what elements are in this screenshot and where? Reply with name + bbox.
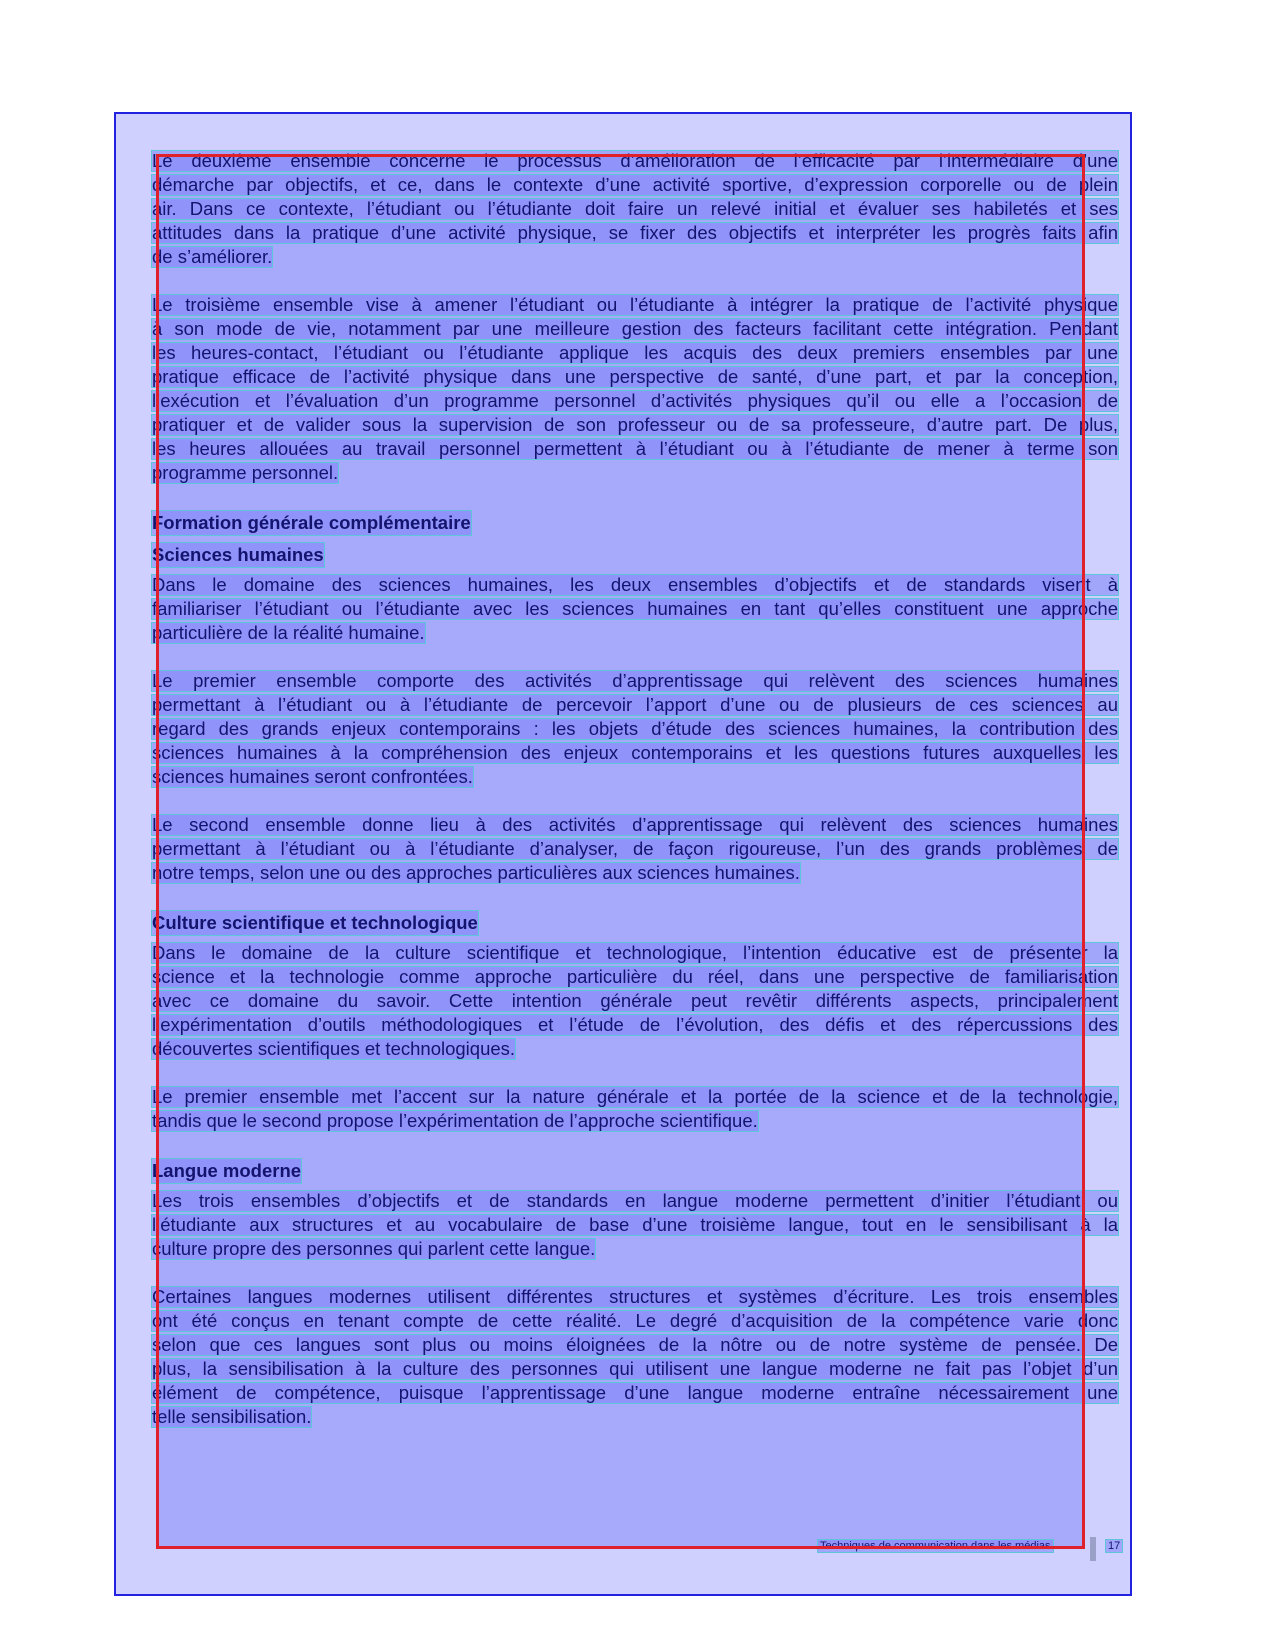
text-line xyxy=(151,838,1119,862)
text-line xyxy=(151,1358,1119,1382)
text-line xyxy=(151,966,1119,990)
heading-sciences-humaines xyxy=(151,542,1119,574)
text-line xyxy=(151,198,1119,222)
text-line xyxy=(151,438,1119,462)
page-footer xyxy=(818,1537,1121,1555)
line-text: Le premier ensemble met l’accent sur la nature générale et la portée de la science et de la technologie, xyxy=(152,1086,1118,1107)
line-text: science et la technologie comme approche particulière du réel, dans une perspective de familiarisation xyxy=(152,966,1118,987)
line-text: telle sensibilisation. xyxy=(152,1406,312,1427)
page-number: 17 xyxy=(1108,1540,1121,1552)
line-text: pratique efficace de l’activité physique dans une perspective de santé, d’une part, et par la conception, xyxy=(152,366,1118,387)
footer-title: Techniques de communication dans les médias xyxy=(820,1540,1051,1552)
document-body xyxy=(151,150,1119,1454)
paragraph xyxy=(151,814,1119,886)
text-line xyxy=(151,814,1119,838)
text-line xyxy=(151,174,1119,198)
text-line xyxy=(151,1214,1119,1238)
text-line xyxy=(151,1038,1119,1062)
line-text: familiariser l’étudiant ou l’étudiante avec les sciences humaines en tant qu’elles constituent une approche xyxy=(152,598,1118,619)
line-text: Le premier ensemble comporte des activités d’apprentissage qui relèvent des sciences humaines xyxy=(152,670,1118,691)
text-line xyxy=(151,294,1119,318)
line-text: l’étudiante aux structures et au vocabulaire de base d’une troisième langue, tout en le sensibilisant à la xyxy=(152,1214,1118,1235)
text-line xyxy=(151,1190,1119,1214)
line-text: pratiquer et de valider sous la supervision de son professeur ou de sa professeure, d’autre part. De plus, xyxy=(152,414,1118,435)
line-text: Les trois ensembles d’objectifs et de standards en langue moderne permettent d’initier l’étudiant ou xyxy=(152,1190,1118,1211)
text-line xyxy=(151,766,1119,790)
text-line xyxy=(151,366,1119,390)
heading-text: Formation générale complémentaire xyxy=(151,510,472,536)
text-line xyxy=(151,462,1119,486)
text-line xyxy=(151,1334,1119,1358)
text-line xyxy=(151,390,1119,414)
paragraph xyxy=(151,294,1119,486)
line-text: particulière de la réalité humaine. xyxy=(152,622,425,643)
line-text: élément de compétence, puisque l’apprentissage d’une langue moderne entraîne nécessairement une xyxy=(152,1382,1118,1403)
text-line xyxy=(151,1382,1119,1406)
heading-langue-moderne xyxy=(151,1158,1119,1190)
section-sciences-humaines xyxy=(151,574,1119,886)
line-text: ont été conçus en tenant compte de cette réalité. Le degré d’acquisition de la compétence varie donc xyxy=(152,1310,1118,1331)
line-text: les heures-contact, l’étudiant ou l’étudiante applique les acquis des deux premiers ensembles par une xyxy=(152,342,1118,363)
text-line xyxy=(151,574,1119,598)
heading-text: Langue moderne xyxy=(151,1158,302,1184)
text-line xyxy=(151,990,1119,1014)
line-text: culture propre des personnes qui parlent cette langue. xyxy=(152,1238,596,1259)
text-line xyxy=(151,1238,1119,1262)
line-text: Le second ensemble donne lieu à des activités d’apprentissage qui relèvent des sciences humaines xyxy=(152,814,1118,835)
line-text: les heures allouées au travail personnel permettent à l’étudiant ou à l’étudiante de mener à terme son xyxy=(152,438,1118,459)
line-text: avec ce domaine du savoir. Cette intention générale peut revêtir différents aspects, principalement xyxy=(152,990,1118,1011)
paragraph xyxy=(151,1086,1119,1134)
paragraph xyxy=(151,574,1119,646)
text-line xyxy=(151,414,1119,438)
text-line xyxy=(151,1110,1119,1134)
line-text: Le troisième ensemble vise à amener l’étudiant ou l’étudiante à intégrer la pratique de l’activité physique xyxy=(152,294,1118,315)
text-line xyxy=(151,246,1119,270)
line-text: permettant à l’étudiant ou à l’étudiante de percevoir l’apport d’une ou de plusieurs de ces sciences au xyxy=(152,694,1118,715)
paragraph xyxy=(151,942,1119,1062)
line-text: Dans le domaine de la culture scientifique et technologique, l’intention éducative est de présenter la xyxy=(152,942,1118,963)
text-line xyxy=(151,742,1119,766)
text-line xyxy=(151,342,1119,366)
line-text: Dans le domaine des sciences humaines, les deux ensembles d’objectifs et de standards visent à xyxy=(152,574,1118,595)
line-text: sciences humaines seront confrontées. xyxy=(152,766,473,787)
line-text: programme personnel. xyxy=(152,462,339,483)
line-text: air. Dans ce contexte, l’étudiant ou l’étudiante doit faire un relevé initial et évaluer ses habiletés et ses xyxy=(152,198,1118,219)
heading-text: Culture scientifique et technologique xyxy=(151,910,479,936)
line-text: notre temps, selon une ou des approches particulières aux sciences humaines. xyxy=(152,862,800,883)
line-text: selon que ces langues sont plus ou moins éloignées de la nôtre ou de notre système de pensée. De xyxy=(152,1334,1118,1355)
text-line xyxy=(151,622,1119,646)
section-physical-activity xyxy=(151,150,1119,486)
line-text: sciences humaines à la compréhension des enjeux contemporains et les questions futures auxquelles les xyxy=(152,742,1118,763)
line-text: l’exécution et l’évaluation d’un programme personnel d’activités physiques qu’il ou elle a l’occasion de xyxy=(152,390,1118,411)
heading-culture-scientifique xyxy=(151,910,1119,942)
text-line xyxy=(151,1286,1119,1310)
line-text: Certaines langues modernes utilisent différentes structures et systèmes d’écriture. Les trois ensembles xyxy=(152,1286,1118,1307)
paragraph xyxy=(151,150,1119,270)
text-line xyxy=(151,862,1119,886)
text-line xyxy=(151,1014,1119,1038)
line-text: découvertes scientifiques et technologiques. xyxy=(152,1038,516,1059)
section-langue-moderne xyxy=(151,1190,1119,1430)
text-line xyxy=(151,1310,1119,1334)
line-text: de s’améliorer. xyxy=(152,246,273,267)
paragraph xyxy=(151,1190,1119,1262)
paragraph xyxy=(151,1286,1119,1430)
line-text: attitudes dans la pratique d’une activité physique, se fixer des objectifs et interpréter les progrès faits afin xyxy=(152,222,1118,243)
line-text: regard des grands enjeux contemporains : les objets d’étude des sciences humaines, la contribution des xyxy=(152,718,1118,739)
line-text: démarche par objectifs, et ce, dans le contexte d’une activité sportive, d’expression corporelle ou de plein xyxy=(152,174,1118,195)
paragraph xyxy=(151,670,1119,790)
text-line xyxy=(151,718,1119,742)
line-text: permettant à l’étudiant ou à l’étudiante d’analyser, de façon rigoureuse, l’un des grands problèmes de xyxy=(152,838,1118,859)
text-line xyxy=(151,222,1119,246)
text-line xyxy=(151,150,1119,174)
text-line xyxy=(151,942,1119,966)
text-line xyxy=(151,1086,1119,1110)
text-line xyxy=(151,1406,1119,1430)
line-text: tandis que le second propose l’expérimentation de l’approche scientifique. xyxy=(152,1110,758,1131)
text-line xyxy=(151,598,1119,622)
line-text: plus, la sensibilisation à la culture des personnes qui utilisent une langue moderne ne fait pas l’objet d’un xyxy=(152,1358,1118,1379)
line-text: à son mode de vie, notamment par une meilleure gestion des facteurs facilitant cette intégration. Pendant xyxy=(152,318,1118,339)
section-culture-scientifique xyxy=(151,942,1119,1134)
line-text: l’expérimentation d’outils méthodologiques et l’étude de l’évolution, des défis et des répercussions des xyxy=(152,1014,1118,1035)
text-line xyxy=(151,318,1119,342)
text-line xyxy=(151,694,1119,718)
footer-separator xyxy=(1090,1537,1096,1561)
heading-text: Sciences humaines xyxy=(151,542,325,568)
text-line xyxy=(151,670,1119,694)
line-text: Le deuxième ensemble concerne le processus d’amélioration de l’efficacité par l’intermédiaire d’une xyxy=(152,150,1118,171)
heading-formation-generale xyxy=(151,510,1119,542)
